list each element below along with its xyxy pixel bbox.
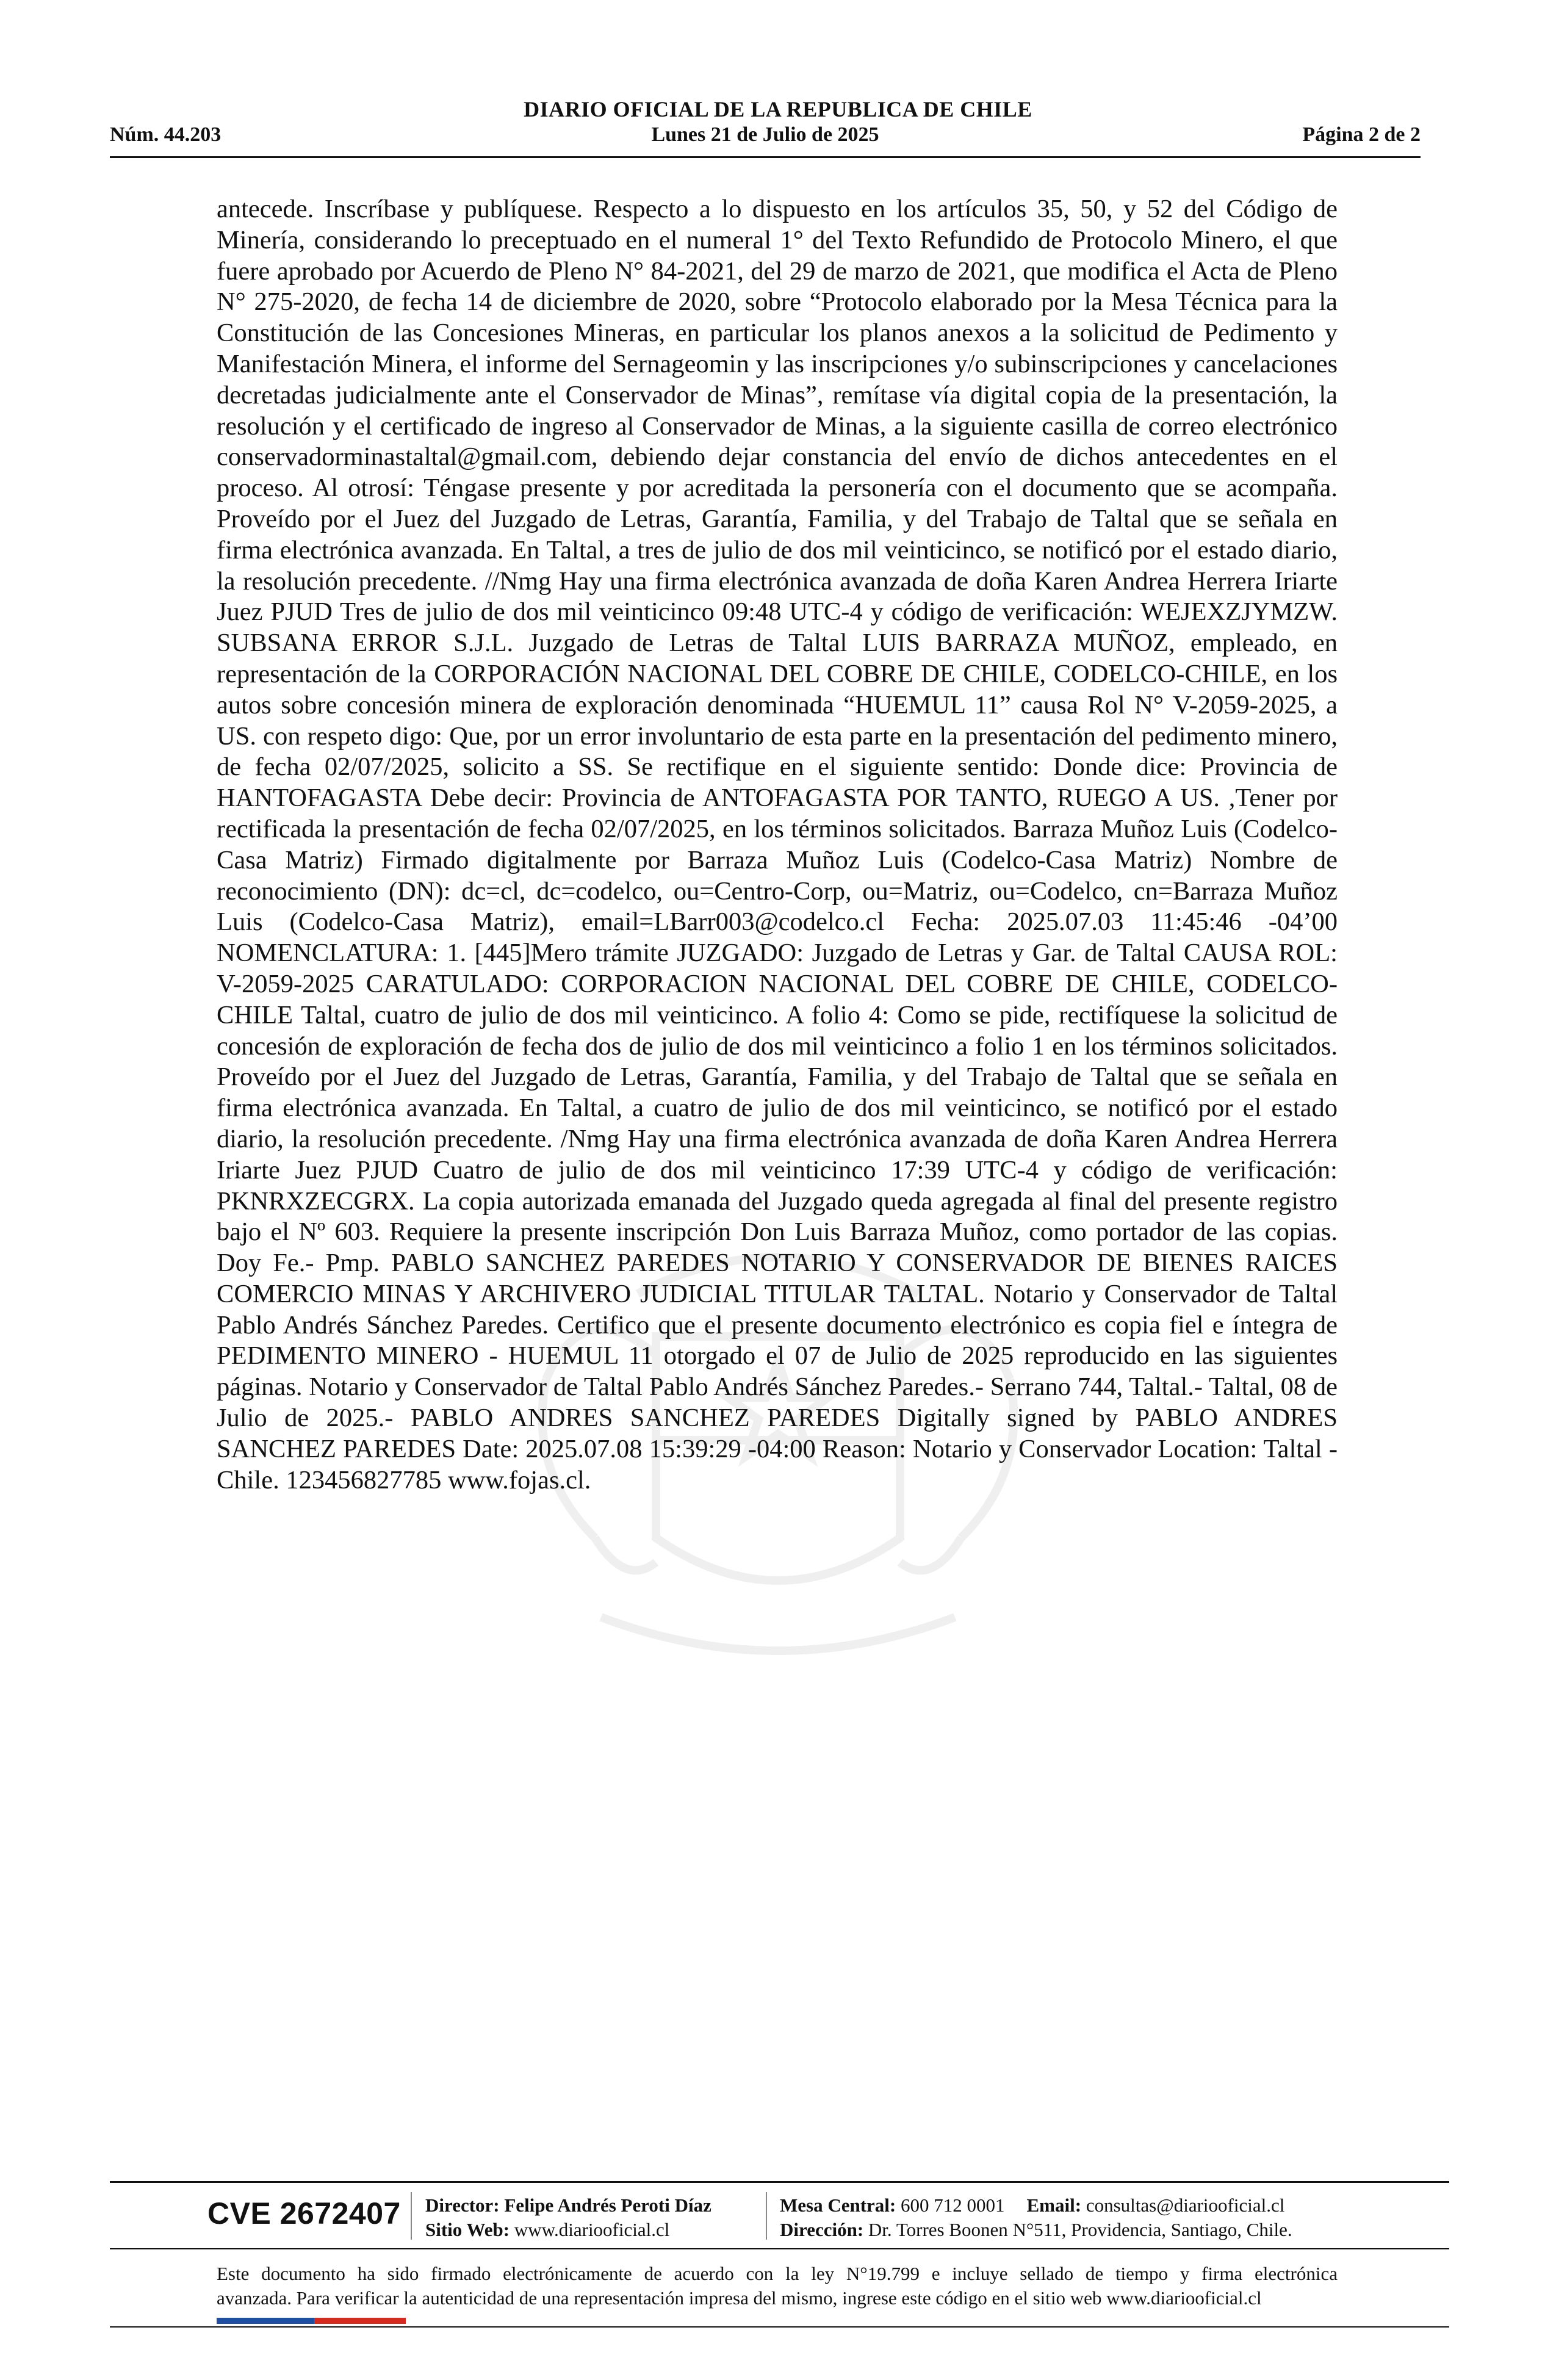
email-label: Email: bbox=[1026, 2194, 1082, 2216]
chile-flag-stripe bbox=[217, 2318, 406, 2324]
page-indicator: Página 2 de 2 bbox=[1302, 123, 1421, 146]
footer-bottom-divider bbox=[110, 2326, 1449, 2328]
site-label: Sitio Web: bbox=[425, 2219, 510, 2240]
address-value: Dr. Torres Boonen N°511, Providencia, Santiago, Chile. bbox=[868, 2219, 1292, 2240]
mesa-phone: 600 712 0001 bbox=[901, 2194, 1005, 2216]
header-row bbox=[110, 123, 1421, 150]
footer-director-block bbox=[425, 2193, 711, 2242]
footer-separator bbox=[411, 2192, 412, 2240]
footer-top-divider bbox=[110, 2181, 1449, 2183]
footer-contact-block bbox=[780, 2193, 1292, 2242]
flag-stripe-segment bbox=[360, 2318, 406, 2324]
flag-stripe-segment bbox=[314, 2318, 360, 2324]
mesa-label: Mesa Central: bbox=[780, 2194, 896, 2216]
flag-stripe-segment bbox=[217, 2318, 265, 2324]
cve-code: CVE 2672407 bbox=[207, 2196, 401, 2230]
email-link[interactable]: consultas@diariooficial.cl bbox=[1086, 2194, 1285, 2216]
newspaper-title: DIARIO OFICIAL DE LA REPUBLICA DE CHILE bbox=[524, 97, 1032, 121]
footer-note-line2: avanzada. Para verificar la autenticidad de una representación impresa del mismo, ingrese este código en el sitio web www.diariooficial.cl bbox=[217, 2287, 1262, 2309]
flag-stripe-segment bbox=[265, 2318, 314, 2324]
issue-number: Núm. 44.203 bbox=[110, 123, 222, 146]
footer-separator bbox=[766, 2192, 767, 2240]
body-paragraph: antecede. Inscríbase y publíquese. Respecto a lo dispuesto en los artículos 35, 50, y 52 del Código de Minería, considerando lo preceptuado en el numeral 1° del Texto Refundido de Protocolo Minero, el que fuere aprobado por Acuerdo de Pleno N° 84-2021, del 29 de marzo de 2021, que modifica el Acta de Pleno N° 275-2020, de fecha 14 de diciembre de 2020, sobre “Protocolo elaborado por la Mesa Técnica para la Constitución de las Concesiones Mineras, en particular los planos anexos a la solicitud de Pedimento y Manifestación Minera, el informe del Sernageomin y las inscripciones y/o subinscripciones y cancelaciones decretadas judicialmente ante el Conservador de Minas”, remítase vía digital copia de la presentación, la resolución y el certificado de ingreso al Conservador de Minas, a la siguiente casilla de correo electrónico conservadorminastaltal@gmail.com, debiendo dejar constancia del envío de dichos antecedentes en el proceso. Al otrosí: Téngase presente y por acreditada la personería con el documento que se acompaña. Proveído por el Juez del Juzgado de Letras, Garantía, Familia, y del Trabajo de Taltal que se señala en firma electrónica avanzada. En Taltal, a tres de julio de dos mil veinticinco, se notificó por el estado diario, la resolución precedente. //Nmg Hay una firma electrónica avanzada de doña Karen Andrea Herrera Iriarte Juez PJUD Tres de julio de dos mil veinticinco 09:48 UTC-4 y código de verificación: WEJEXZJYMZW. SUBSANA ERROR S.J.L. Juzgado de Letras de Taltal LUIS BARRAZA MUÑOZ, empleado, en representación de la CORPORACIÓN NACIONAL DEL COBRE DE CHILE, CODELCO-CHILE, en los autos sobre concesión minera de exploración denominada “HUEMUL 11” causa Rol N° V-2059-2025, a US. con respeto digo: Que, por un error involuntario de esta parte en la presentación del pedimento minero, de fecha 02/07/2025, solicito a SS. Se rectifique en el siguiente sentido: Donde dice: Provincia de HANTOFAGASTA Debe decir: Provincia de ANTOFAGASTA POR TANTO, RUEGO A US. ,Tener por rectificada la presentación de fecha 02/07/2025, en los términos solicitados. Barraza Muñoz Luis (Codelco-Casa Matriz) Firmado digitalmente por Barraza Muñoz Luis (Codelco-Casa Matriz) Nombre de reconocimiento (DN): dc=cl, dc=codelco, ou=Centro-Corp, ou=Matriz, ou=Codelco, cn=Barraza Muñoz Luis (Codelco-Casa Matriz), email=LBarr003@codelco.cl Fecha: 2025.07.03 11:45:46 -04’00 NOMENCLATURA: 1. [445]Mero trámite JUZGADO: Juzgado de Letras y Gar. de Taltal CAUSA ROL: V-2059-2025 CARATULADO: CORPORACION NACIONAL DEL COBRE DE CHILE, CODELCO-CHILE Taltal, cuatro de julio de dos mil veinticinco. A folio 4: Como se pide, rectifíquese la solicitud de concesión de exploración de fecha dos de julio de dos mil veinticinco a folio 1 en los términos solicitados. Proveído por el Juez del Juzgado de Letras, Garantía, Familia, y del Trabajo de Taltal que se señala en firma electrónica avanzada. En Taltal, a cuatro de julio de dos mil veinticinco, se notificó por el estado diario, la resolución precedente. /Nmg Hay una firma electrónica avanzada de doña Karen Andrea Herrera Iriarte Juez PJUD Cuatro de julio de dos mil veinticinco 17:39 UTC-4 y código de verificación: PKNRXZECGRX. La copia autorizada emanada del Juzgado queda agregada al final del presente registro bajo el Nº 603. Requiere la presente inscripción Don Luis Barraza Muñoz, como portador de las copias. Doy Fe.- Pmp. PABLO SANCHEZ PAREDES NOTARIO Y CONSERVADOR DE BIENES RAICES COMERCIO MINAS Y ARCHIVERO JUDICIAL TITULAR TALTAL. Notario y Conservador de Taltal Pablo Andrés Sánchez Paredes. Certifico que el presente documento electrónico es copia fiel e íntegra de PEDIMENTO MINERO - HUEMUL 11 otorgado el 07 de Julio de 2025 reproducido en las siguientes páginas. Notario y Conservador de Taltal Pablo Andrés Sánchez Paredes.- Serrano 744, Taltal.- Taltal, 08 de Julio de 2025.- PABLO ANDRES SANCHEZ PAREDES Digitally signed by PABLO ANDRES SANCHEZ PAREDES Date: 2025.07.08 15:39:29 -04:00 Reason: Notario y Conservador Location: Taltal - Chile. 123456827785 www.fojas.cl. bbox=[217, 195, 1338, 1495]
footer-middle-divider bbox=[110, 2248, 1449, 2249]
document-body bbox=[217, 194, 1338, 1496]
site-link[interactable]: www.diariooficial.cl bbox=[514, 2219, 670, 2240]
address-label: Dirección: bbox=[780, 2219, 864, 2240]
director-label: Director: bbox=[425, 2194, 500, 2216]
issue-date: Lunes 21 de Julio de 2025 bbox=[651, 123, 879, 146]
footer-note-line1: Este documento ha sido firmado electrónicamente de acuerdo con la ley N°19.799 e incluye sellado de tiempo y firma electrónica bbox=[217, 2263, 1338, 2284]
header-divider bbox=[110, 156, 1421, 158]
director-name: Felipe Andrés Peroti Díaz bbox=[504, 2194, 711, 2216]
